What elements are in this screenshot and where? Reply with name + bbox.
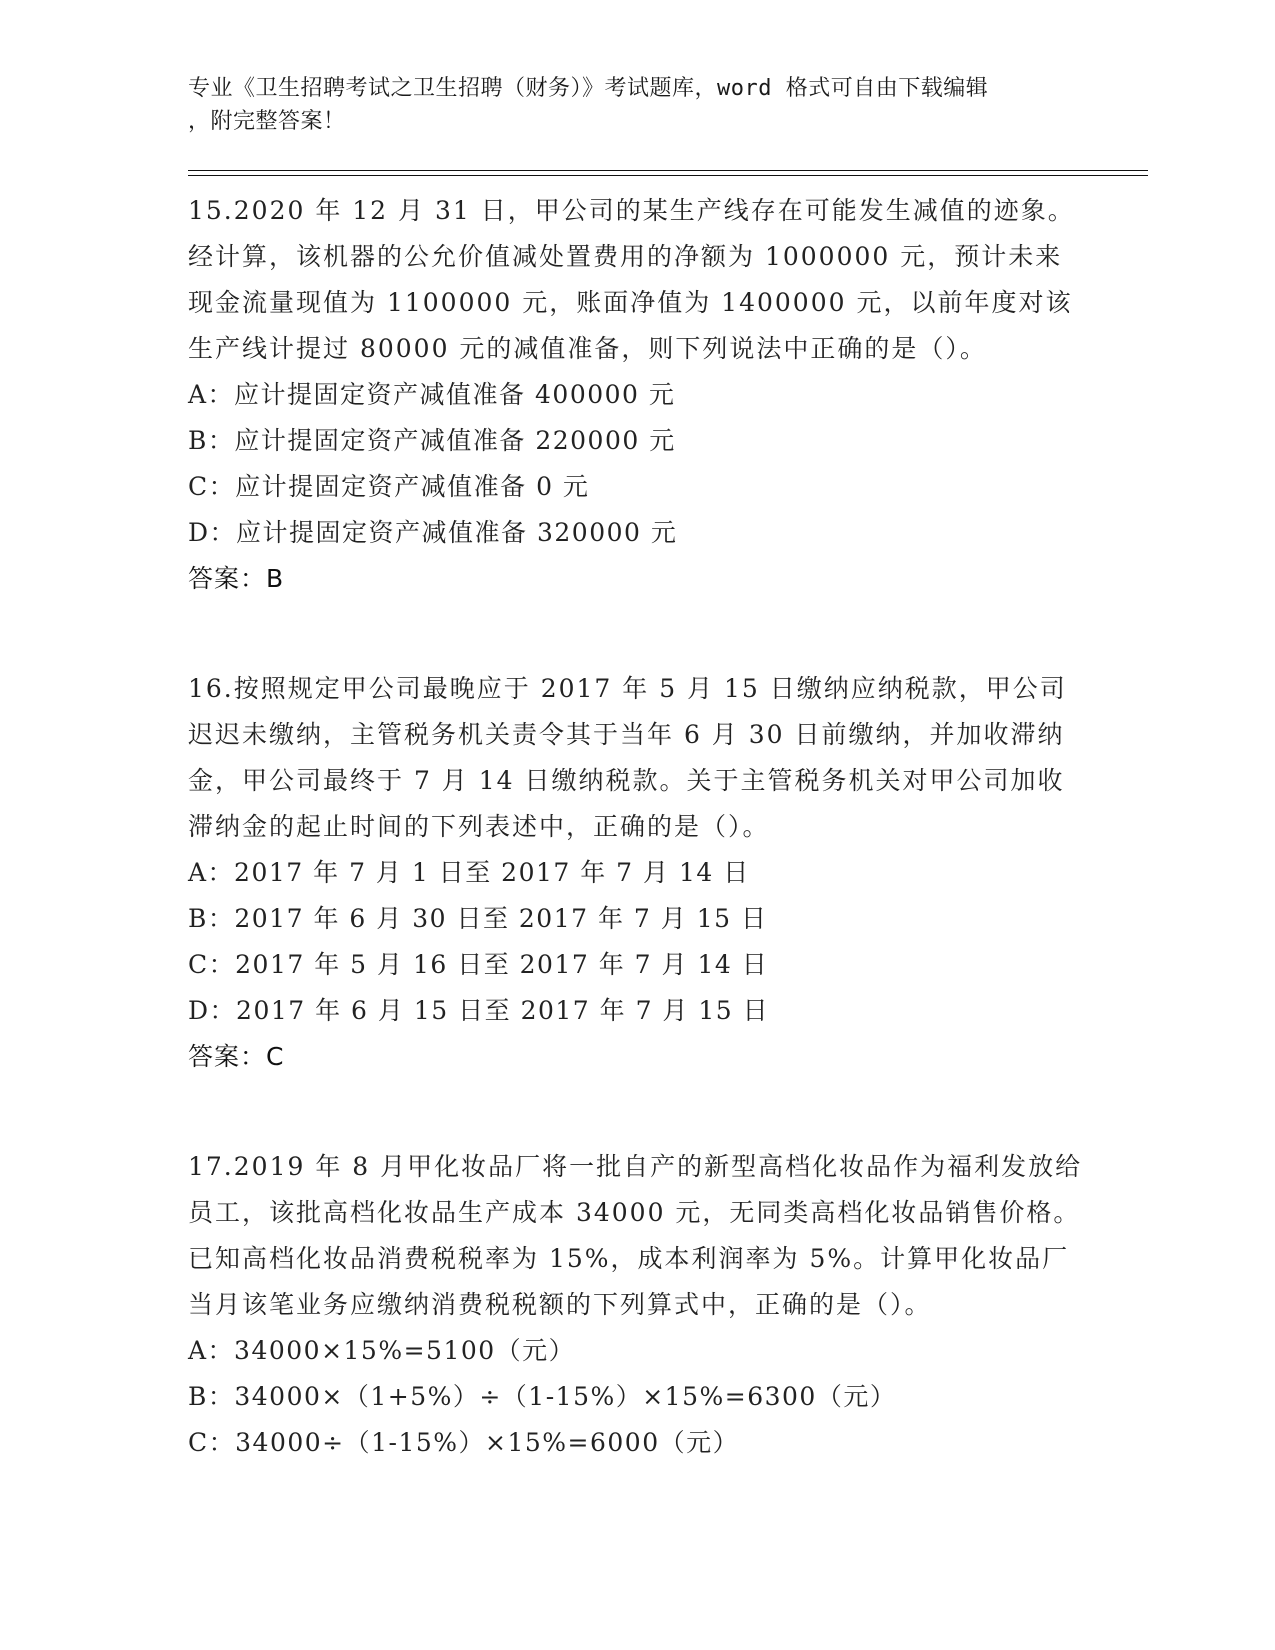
answer-text: 答案：B xyxy=(188,564,285,593)
option-a: A：应计提固定资产减值准备 400000 元 xyxy=(188,380,676,409)
option-c: C：应计提固定资产减值准备 0 元 xyxy=(188,472,590,501)
option-b: B：34000×（1+5%）÷（1-15%）×15%=6300（元） xyxy=(188,1382,897,1411)
header-line-1: 专业《卫生招聘考试之卫生招聘（财务）》考试题库，word 格式可自由下载编辑 xyxy=(188,76,989,101)
answer-text: 答案：C xyxy=(188,1042,285,1071)
header-divider-top xyxy=(188,170,1148,171)
question-stem: 17.2019 年 8 月甲化妆品厂将一批自产的新型高档化妆品作为福利发放给员工，该批高档化妆品生产成本 34000 元，无同类高档化妆品销售价格。已知高档化妆品消费税税率为 15%，成本利润率为 5%。计算甲化妆品厂当月该笔业务应缴纳消费税税额的下列算式中，正确的是（）。 xyxy=(188,1152,1083,1319)
header-divider-bottom xyxy=(188,175,1148,176)
option-d: D：2017 年 6 月 15 日至 2017 年 7 月 15 日 xyxy=(188,996,770,1025)
option-d: D：应计提固定资产减值准备 320000 元 xyxy=(188,518,678,547)
question-15 xyxy=(188,188,1088,602)
question-stem: 15.2020 年 12 月 31 日，甲公司的某生产线存在可能发生减值的迹象。经计算，该机器的公允价值减处置费用的净额为 1000000 元，预计未来现金流量现值为 1100000 元，账面净值为 1400000 元，以前年度对该生产线计提过 80000 元的减值准备，则下列说法中正确的是（）。 xyxy=(188,196,1075,363)
option-b: B：应计提固定资产减值准备 220000 元 xyxy=(188,426,676,455)
question-17 xyxy=(188,1144,1088,1466)
header-line-2: ，附完整答案！ xyxy=(188,109,346,134)
option-a: A：2017 年 7 月 1 日至 2017 年 7 月 14 日 xyxy=(188,858,750,887)
question-stem: 16.按照规定甲公司最晚应于 2017 年 5 月 15 日缴纳应纳税款，甲公司迟迟未缴纳，主管税务机关责令其于当年 6 月 30 日前缴纳，并加收滞纳金，甲公司最终于 7 月 14 日缴纳税款。关于主管税务机关对甲公司加收滞纳金的起止时间的下列表述中，正确的是（）。 xyxy=(188,674,1067,841)
option-a: A：34000×15%=5100（元） xyxy=(188,1336,576,1365)
question-list xyxy=(188,188,1088,1530)
option-c: C：34000÷（1-15%）×15%=6000（元） xyxy=(188,1428,740,1457)
document-header xyxy=(188,72,1088,138)
question-16 xyxy=(188,666,1088,1080)
option-c: C：2017 年 5 月 16 日至 2017 年 7 月 14 日 xyxy=(188,950,769,979)
option-b: B：2017 年 6 月 30 日至 2017 年 7 月 15 日 xyxy=(188,904,768,933)
